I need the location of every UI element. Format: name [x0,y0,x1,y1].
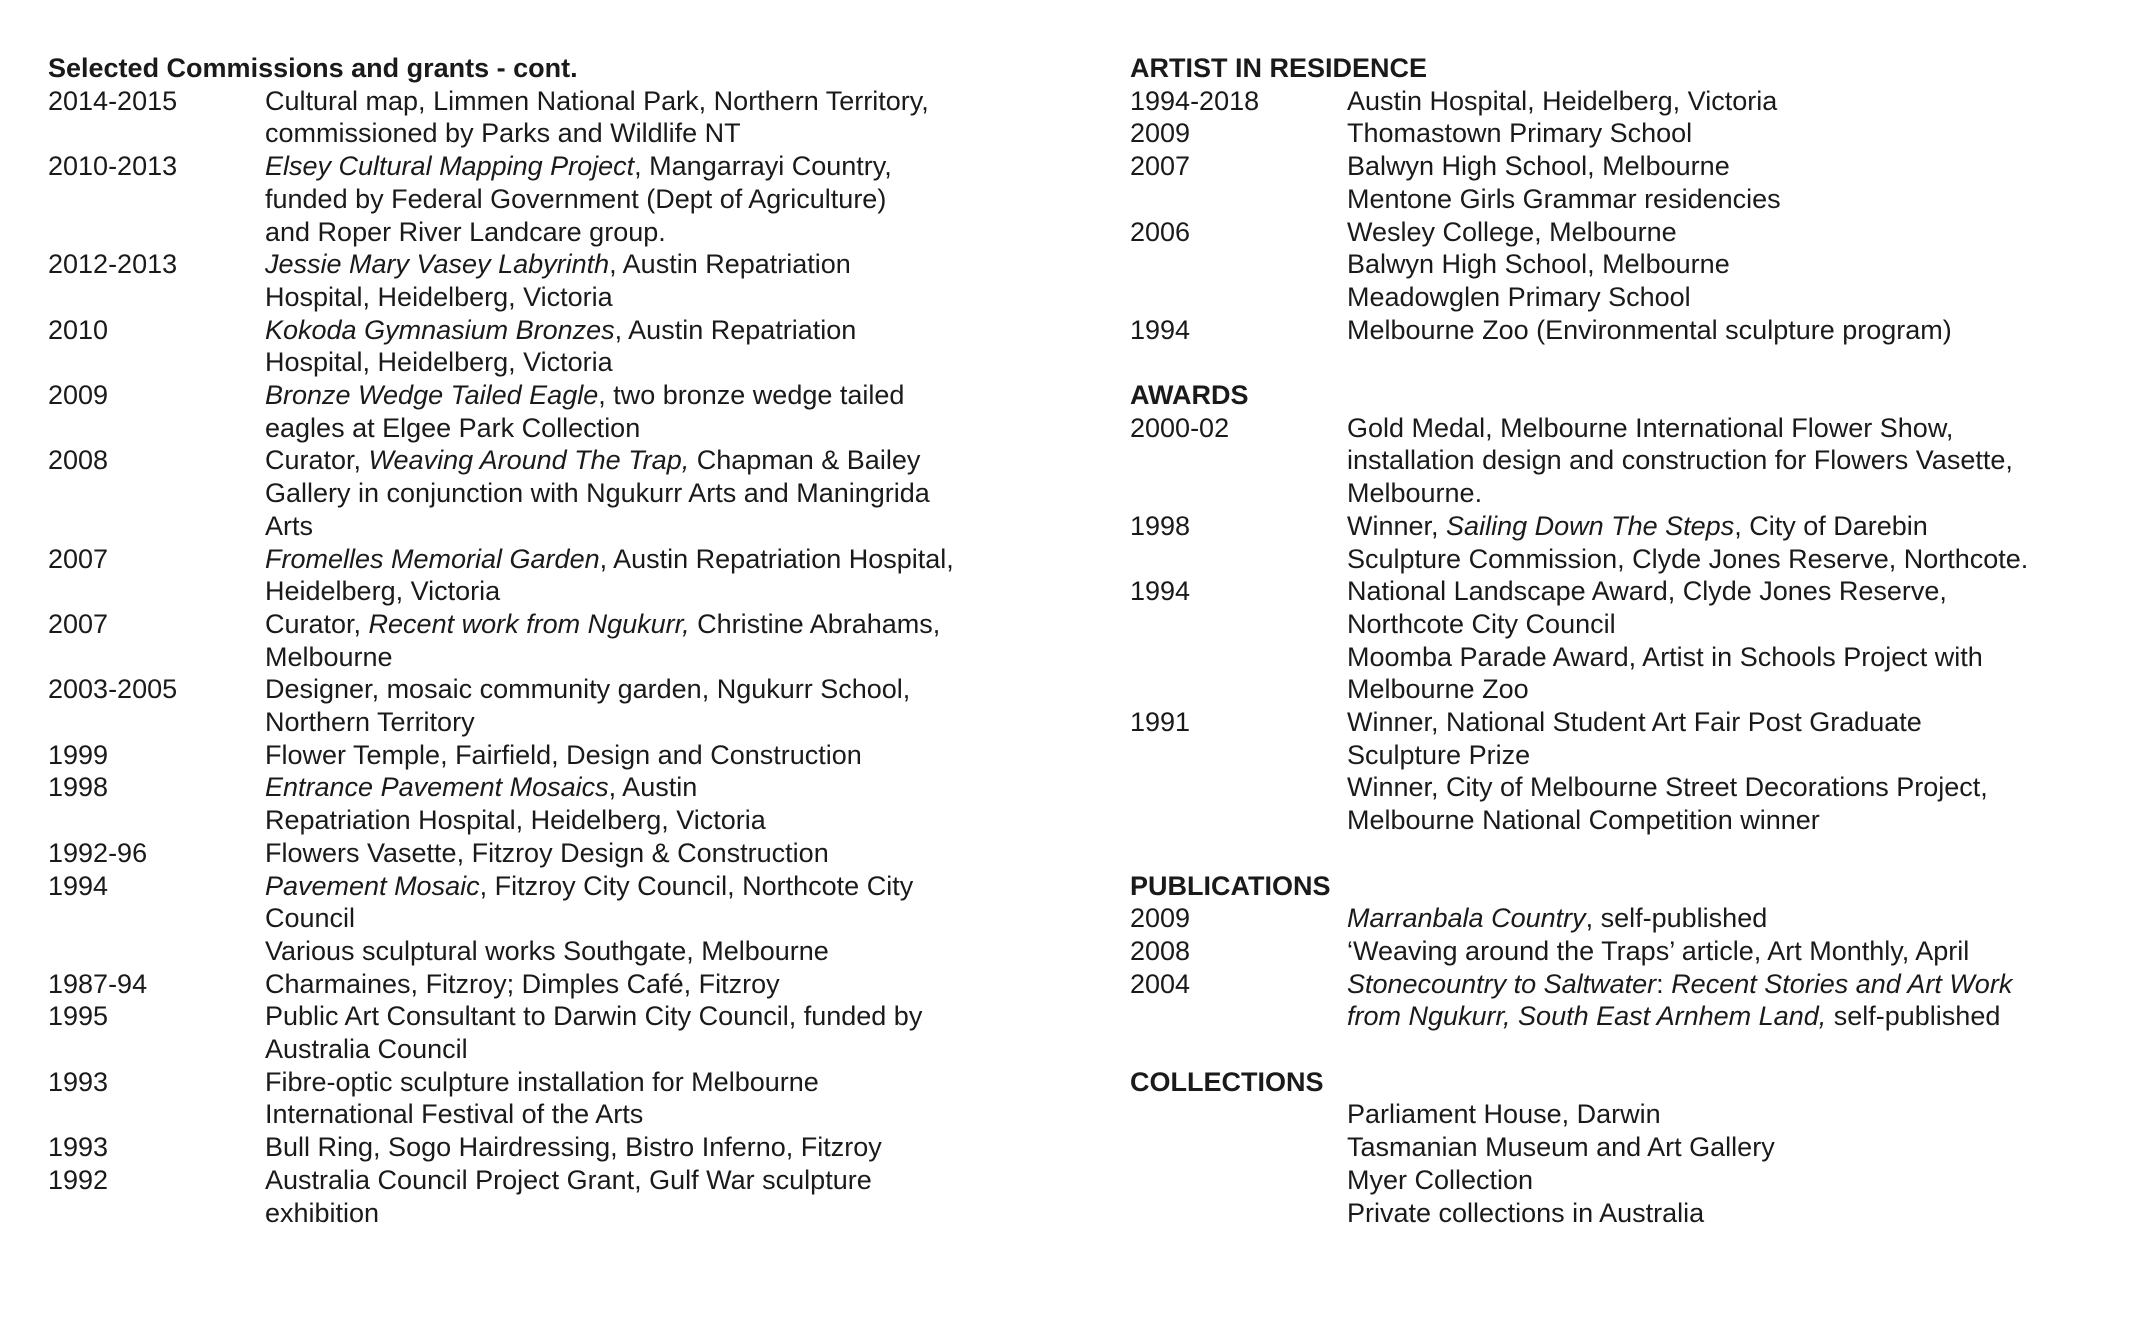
entry-date: 2010 [48,314,109,345]
entry-line: Bronze Wedge Tailed Eagle, two bronze wedge tailed [265,380,905,411]
cv-entry [1130,510,2120,575]
entry-date: 2010-2013 [48,151,178,182]
entry-date: 2004 [1130,968,1191,999]
cv-entry [1130,150,2120,215]
section-heading: PUBLICATIONS [1130,870,1331,901]
entry-line: commissioned by Parks and Wildlife NT [265,118,741,149]
entry-line: Gold Medal, Melbourne International Flower Show, [1347,412,1954,443]
cv-entry [1130,968,2120,1033]
entry-date: 2012-2013 [48,249,178,280]
entry-text [1347,1098,2120,1229]
entry-line: Melbourne Zoo (Environmental sculpture program) [1347,314,1952,345]
entry-line: Meadowglen Primary School [1347,281,1691,312]
entry-line: Fromelles Memorial Garden, Austin Repatriation Hospital, [265,543,954,574]
cv-entry [48,870,1058,968]
entry-date: 1992 [48,1164,109,1195]
entry-text [265,1131,1058,1164]
entry-date: 2009 [48,380,109,411]
entry-line: Kokoda Gymnasium Bronzes, Austin Repatriation [265,314,857,345]
entry-text [265,870,1058,968]
entry-text [1347,150,2120,215]
cv-entry [48,771,1058,836]
entry-date: 2006 [1130,216,1191,247]
entry-date: 1993 [48,1066,109,1097]
entry-line: Sculpture Commission, Clyde Jones Reserve, Northcote. [1347,543,2029,574]
entry-line: Elsey Cultural Mapping Project, Mangarrayi Country, [265,151,892,182]
entry-line: Melbourne. [1347,478,1483,509]
entry-date: 2007 [48,543,109,574]
entry-text [265,739,1058,772]
entry-line: installation design and construction for Flowers Vasette, [1347,445,2013,476]
section-gap [1130,1033,2120,1066]
cv-entry [1130,902,2120,935]
entry-line: Stonecountry to Saltwater: Recent Stories and Art Work [1347,968,2013,999]
entry-text [265,673,1058,738]
entry-date: 1987-94 [48,968,148,999]
cv-entry [48,1164,1058,1229]
entry-text [1347,935,2120,968]
entry-line: Charmaines, Fitzroy; Dimples Café, Fitzroy [265,968,780,999]
entry-line: eagles at Elgee Park Collection [265,412,641,443]
entry-text [1347,412,2120,510]
entry-date: 1994-2018 [1130,85,1260,116]
entry-line: Private collections in Australia [1347,1197,1705,1228]
entry-line: Arts [265,510,314,541]
cv-entry [1130,575,2120,706]
entry-line: Northcote City Council [1347,608,1616,639]
section-heading: ARTIST IN RESIDENCE [1130,53,1428,83]
cv-entry [1130,935,2120,968]
entry-line: Curator, Weaving Around The Trap, Chapman & Bailey [265,445,921,476]
commissions-list [48,85,1058,1230]
entry-text [265,968,1058,1001]
cv-entry [48,543,1058,608]
entry-date: 2003-2005 [48,674,178,705]
entry-date: 1992-96 [48,837,148,868]
entry-text [265,1164,1058,1229]
entry-line: funded by Federal Government (Dept of Agriculture) [265,183,887,214]
entry-text [265,1000,1058,1065]
entry-line: ‘Weaving around the Traps’ article, Art Monthly, April [1347,935,1970,966]
entry-line: Myer Collection [1347,1164,1534,1195]
cv-entry [1130,85,2120,118]
entry-line: Flower Temple, Fairfield, Design and Construction [265,739,862,770]
cv-entry [48,1066,1058,1131]
commissions-column [48,52,1058,1229]
cv-entry [1130,314,2120,347]
entry-text [1347,216,2120,314]
entry-date: 2007 [48,608,109,639]
cv-entry [1130,706,2120,837]
entry-line: Balwyn High School, Melbourne [1347,151,1730,182]
entry-date: 1995 [48,1001,109,1032]
entry-date: 2008 [1130,935,1191,966]
entry-line: Winner, City of Melbourne Street Decorations Project, [1347,772,1988,803]
entry-line: Gallery in conjunction with Ngukurr Arts and Maningrida [265,478,930,509]
cv-entry [1130,412,2120,510]
entry-line: Fibre-optic sculpture installation for Melbourne [265,1066,819,1097]
entry-line: from Ngukurr, South East Arnhem Land, self-published [1347,1001,2001,1032]
entry-line: Marranbala Country, self-published [1347,903,1768,934]
entry-date: 2000-02 [1130,412,1230,443]
entry-date: 1998 [48,772,109,803]
cv-entry [48,608,1058,673]
entry-line: Heidelberg, Victoria [265,576,501,607]
entry-line: Hospital, Heidelberg, Victoria [265,281,613,312]
entry-date: 2009 [1130,903,1191,934]
entry-text [1347,117,2120,150]
cv-entry [48,85,1058,150]
cv-entry [48,1131,1058,1164]
entry-line: Australia Council [265,1034,468,1065]
entry-date: 2008 [48,445,109,476]
entry-text [265,314,1058,379]
entry-line: Council [265,903,356,934]
entry-line: Melbourne Zoo [1347,674,1529,705]
entry-line: National Landscape Award, Clyde Jones Reserve, [1347,576,1947,607]
entry-line: Cultural map, Limmen National Park, Northern Territory, [265,85,929,116]
entry-line: Parliament House, Darwin [1347,1099,1661,1130]
commissions-heading: Selected Commissions and grants - cont. [48,53,578,83]
cv-entry [48,673,1058,738]
cv-entry [48,314,1058,379]
entry-line: Winner, Sailing Down The Steps, City of Darebin [1347,510,1928,541]
entry-line: Tasmanian Museum and Art Gallery [1347,1132,1775,1163]
entry-line: Pavement Mosaic, Fitzroy City Council, Northcote City [265,870,914,901]
entry-line: Jessie Mary Vasey Labyrinth, Austin Repatriation [265,249,851,280]
entry-text [265,150,1058,248]
entry-line: Wesley College, Melbourne [1347,216,1677,247]
entry-date [1130,1098,1347,1229]
entry-text [265,379,1058,444]
entry-text [265,85,1058,150]
entry-line: Sculpture Prize [1347,739,1531,770]
entry-line: Australia Council Project Grant, Gulf War sculpture [265,1164,872,1195]
entry-text [1347,85,2120,118]
entry-date: 1994 [48,870,109,901]
entry-line: Repatriation Hospital, Heidelberg, Victoria [265,805,766,836]
right-sections [1130,52,2120,1229]
entry-line: Northern Territory [265,707,475,738]
entry-date: 1994 [1130,314,1191,345]
entry-text [1347,902,2120,935]
cv-entry [1130,216,2120,314]
entry-line: and Roper River Landcare group. [265,216,666,247]
entry-date: 2014-2015 [48,85,178,116]
entry-text [1347,510,2120,575]
entry-text [265,543,1058,608]
cv-entry [48,150,1058,248]
entry-line: Melbourne [265,641,393,672]
entry-line: Hospital, Heidelberg, Victoria [265,347,613,378]
entry-line: Winner, National Student Art Fair Post Graduate [1347,707,1922,738]
entry-line: Public Art Consultant to Darwin City Council, funded by [265,1001,923,1032]
cv-entry [1130,117,2120,150]
entry-text [1347,968,2120,1033]
entry-date: 1991 [1130,707,1191,738]
entry-text [265,444,1058,542]
cv-entry [48,444,1058,542]
entry-text [1347,706,2120,837]
entry-line: International Festival of the Arts [265,1099,644,1130]
entry-text [1347,314,2120,347]
cv-entry [48,968,1058,1001]
entry-line: Balwyn High School, Melbourne [1347,249,1730,280]
entry-text [265,837,1058,870]
entry-date: 1993 [48,1132,109,1163]
entry-line: Various sculptural works Southgate, Melbourne [265,935,829,966]
entry-line: Melbourne National Competition winner [1347,805,1820,836]
entry-date: 1999 [48,739,109,770]
entry-text [265,608,1058,673]
cv-entry [48,739,1058,772]
section-gap [1130,837,2120,870]
cv-entry [48,1000,1058,1065]
entry-line: Moomba Parade Award, Artist in Schools Project with [1347,641,1983,672]
entry-text [265,771,1058,836]
entry-date: 1998 [1130,510,1191,541]
entry-date: 2009 [1130,118,1191,149]
entry-text [265,1066,1058,1131]
entry-date: 2007 [1130,151,1191,182]
section-heading: COLLECTIONS [1130,1066,1324,1097]
entry-line: Designer, mosaic community garden, Ngukurr School, [265,674,911,705]
right-column [1130,52,2120,1229]
entry-text [1347,575,2120,706]
cv-entry [1130,1098,2120,1229]
entry-date: 1994 [1130,576,1191,607]
cv-entry [48,248,1058,313]
entry-line: Thomastown Primary School [1347,118,1693,149]
entry-line: Bull Ring, Sogo Hairdressing, Bistro Inferno, Fitzroy [265,1132,882,1163]
entry-line: Mentone Girls Grammar residencies [1347,183,1781,214]
entry-line: exhibition [265,1197,380,1228]
entry-line: Austin Hospital, Heidelberg, Victoria [1347,85,1778,116]
section-heading: AWARDS [1130,380,1249,410]
entry-line: Entrance Pavement Mosaics, Austin [265,772,698,803]
cv-entry [48,837,1058,870]
entry-line: Flowers Vasette, Fitzroy Design & Construction [265,837,829,868]
cv-entry [48,379,1058,444]
entry-line: Curator, Recent work from Ngukurr, Christine Abrahams, [265,608,941,639]
entry-text [265,248,1058,313]
section-gap [1130,346,2120,379]
